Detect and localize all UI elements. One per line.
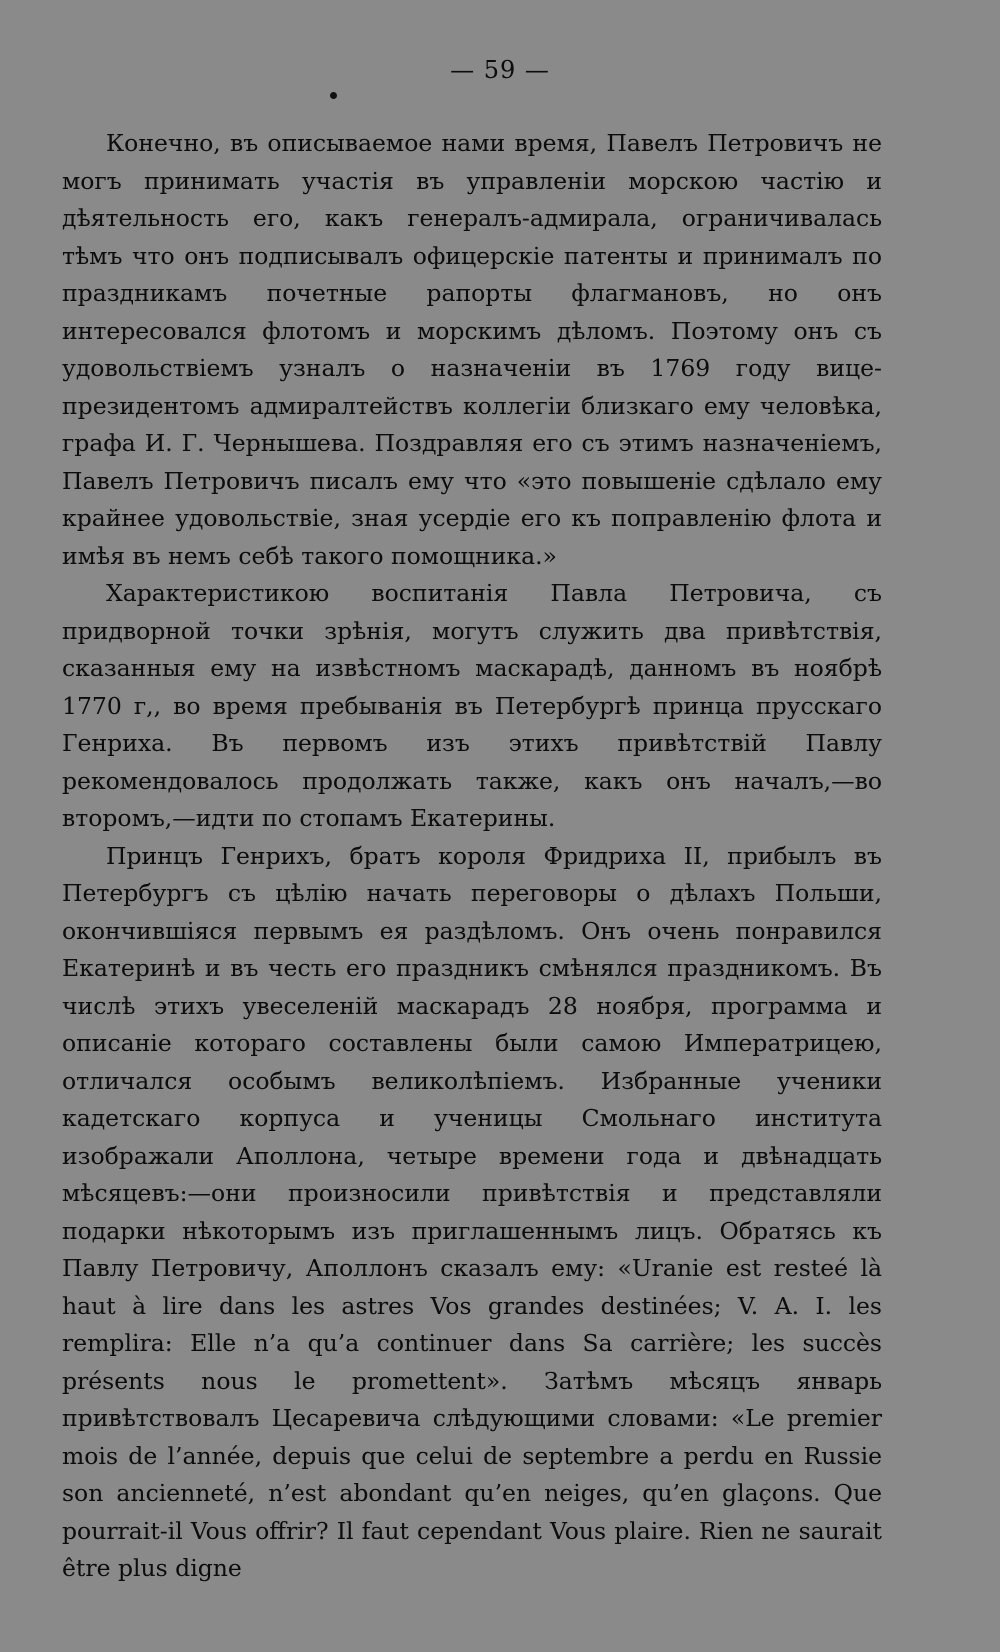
paragraph-2: Характеристикою воспитанія Павла Петровича, съ придворной точки зрѣнія, могутъ служить два привѣтствія, сказанныя ему на извѣстномъ маскарадѣ, данномъ въ ноябрѣ 1770 г,, во время пребыванія въ Петербургѣ принца прусскаго Генриха. Въ первомъ изъ этихъ привѣтствій Павлу рекомендовалось продолжать также, какъ онъ началъ,—во второмъ,—идти по стопамъ Екатерины. [62,579,882,832]
ink-speck [330,92,337,99]
page-number: — 59 — [450,56,550,84]
body-text [62,125,882,1588]
paragraph-1: Конечно, въ описываемое нами время, Павелъ Петровичъ не могъ принимать участія въ управленіи морскою частію и дѣятельность его, какъ генералъ-адмирала, ограничивалась тѣмъ что онъ подписывалъ офицерскіе патенты и принималъ по праздникамъ почетные рапорты флагмановъ, но онъ интересовался флотомъ и морскимъ дѣломъ. Поэтому онъ съ удовольствіемъ узналъ о назначеніи въ 1769 году вице-президентомъ адмиралтействъ коллегіи близкаго ему человѣка, графа И. Г. Чернышева. Поздравляя его съ этимъ назначеніемъ, Павелъ Петровичъ писалъ ему что «это повышеніе сдѣлало ему крайнее удовольствіе, зная усердіе его къ поправленію флота и имѣя въ немъ себѣ такого помощника.» [62,129,882,570]
paragraph-3: Принцъ Генрихъ, братъ короля Фридриха II, прибылъ въ Петербургъ съ цѣлію начать переговоры о дѣлахъ Польши, окончившіяся первымъ ея раздѣломъ. Онъ очень понравился Екатеринѣ и въ честь его праздникъ смѣнялся праздникомъ. Въ числѣ этихъ увеселеній маскарадъ 28 ноября, программа и описаніе котораго составлены были самою Императрицею, отличался особымъ великолѣпіемъ. Избранные ученики кадетскаго корпуса и ученицы Смольнаго института изображали Аполлона, четыре времени года и двѣнадцать мѣсяцевъ:—они произносили привѣтствія и представляли подарки нѣкоторымъ изъ приглашеннымъ лицъ. Обратясь къ Павлу Петровичу, Аполлонъ сказалъ ему: «Uranie est resteé là haut à lire dans les astres Vos grandes destinées; V. A. I. les remplira: Elle n’a qu’a continuer dans Sa carrière; les succès présents nous le promettent». Затѣмъ мѣсяцъ январь привѣтствовалъ Цесаревича слѣдующими словами: «Le premier mois de l’année, depuis que celui de septembre a perdu en Russie son ancienneté, n’est abondant qu’en neiges, qu’en glaçons. Que pourrait-il Vous offrir? Il faut cependant Vous plaire. Rien ne saurait être plus digne [62,841,882,1582]
